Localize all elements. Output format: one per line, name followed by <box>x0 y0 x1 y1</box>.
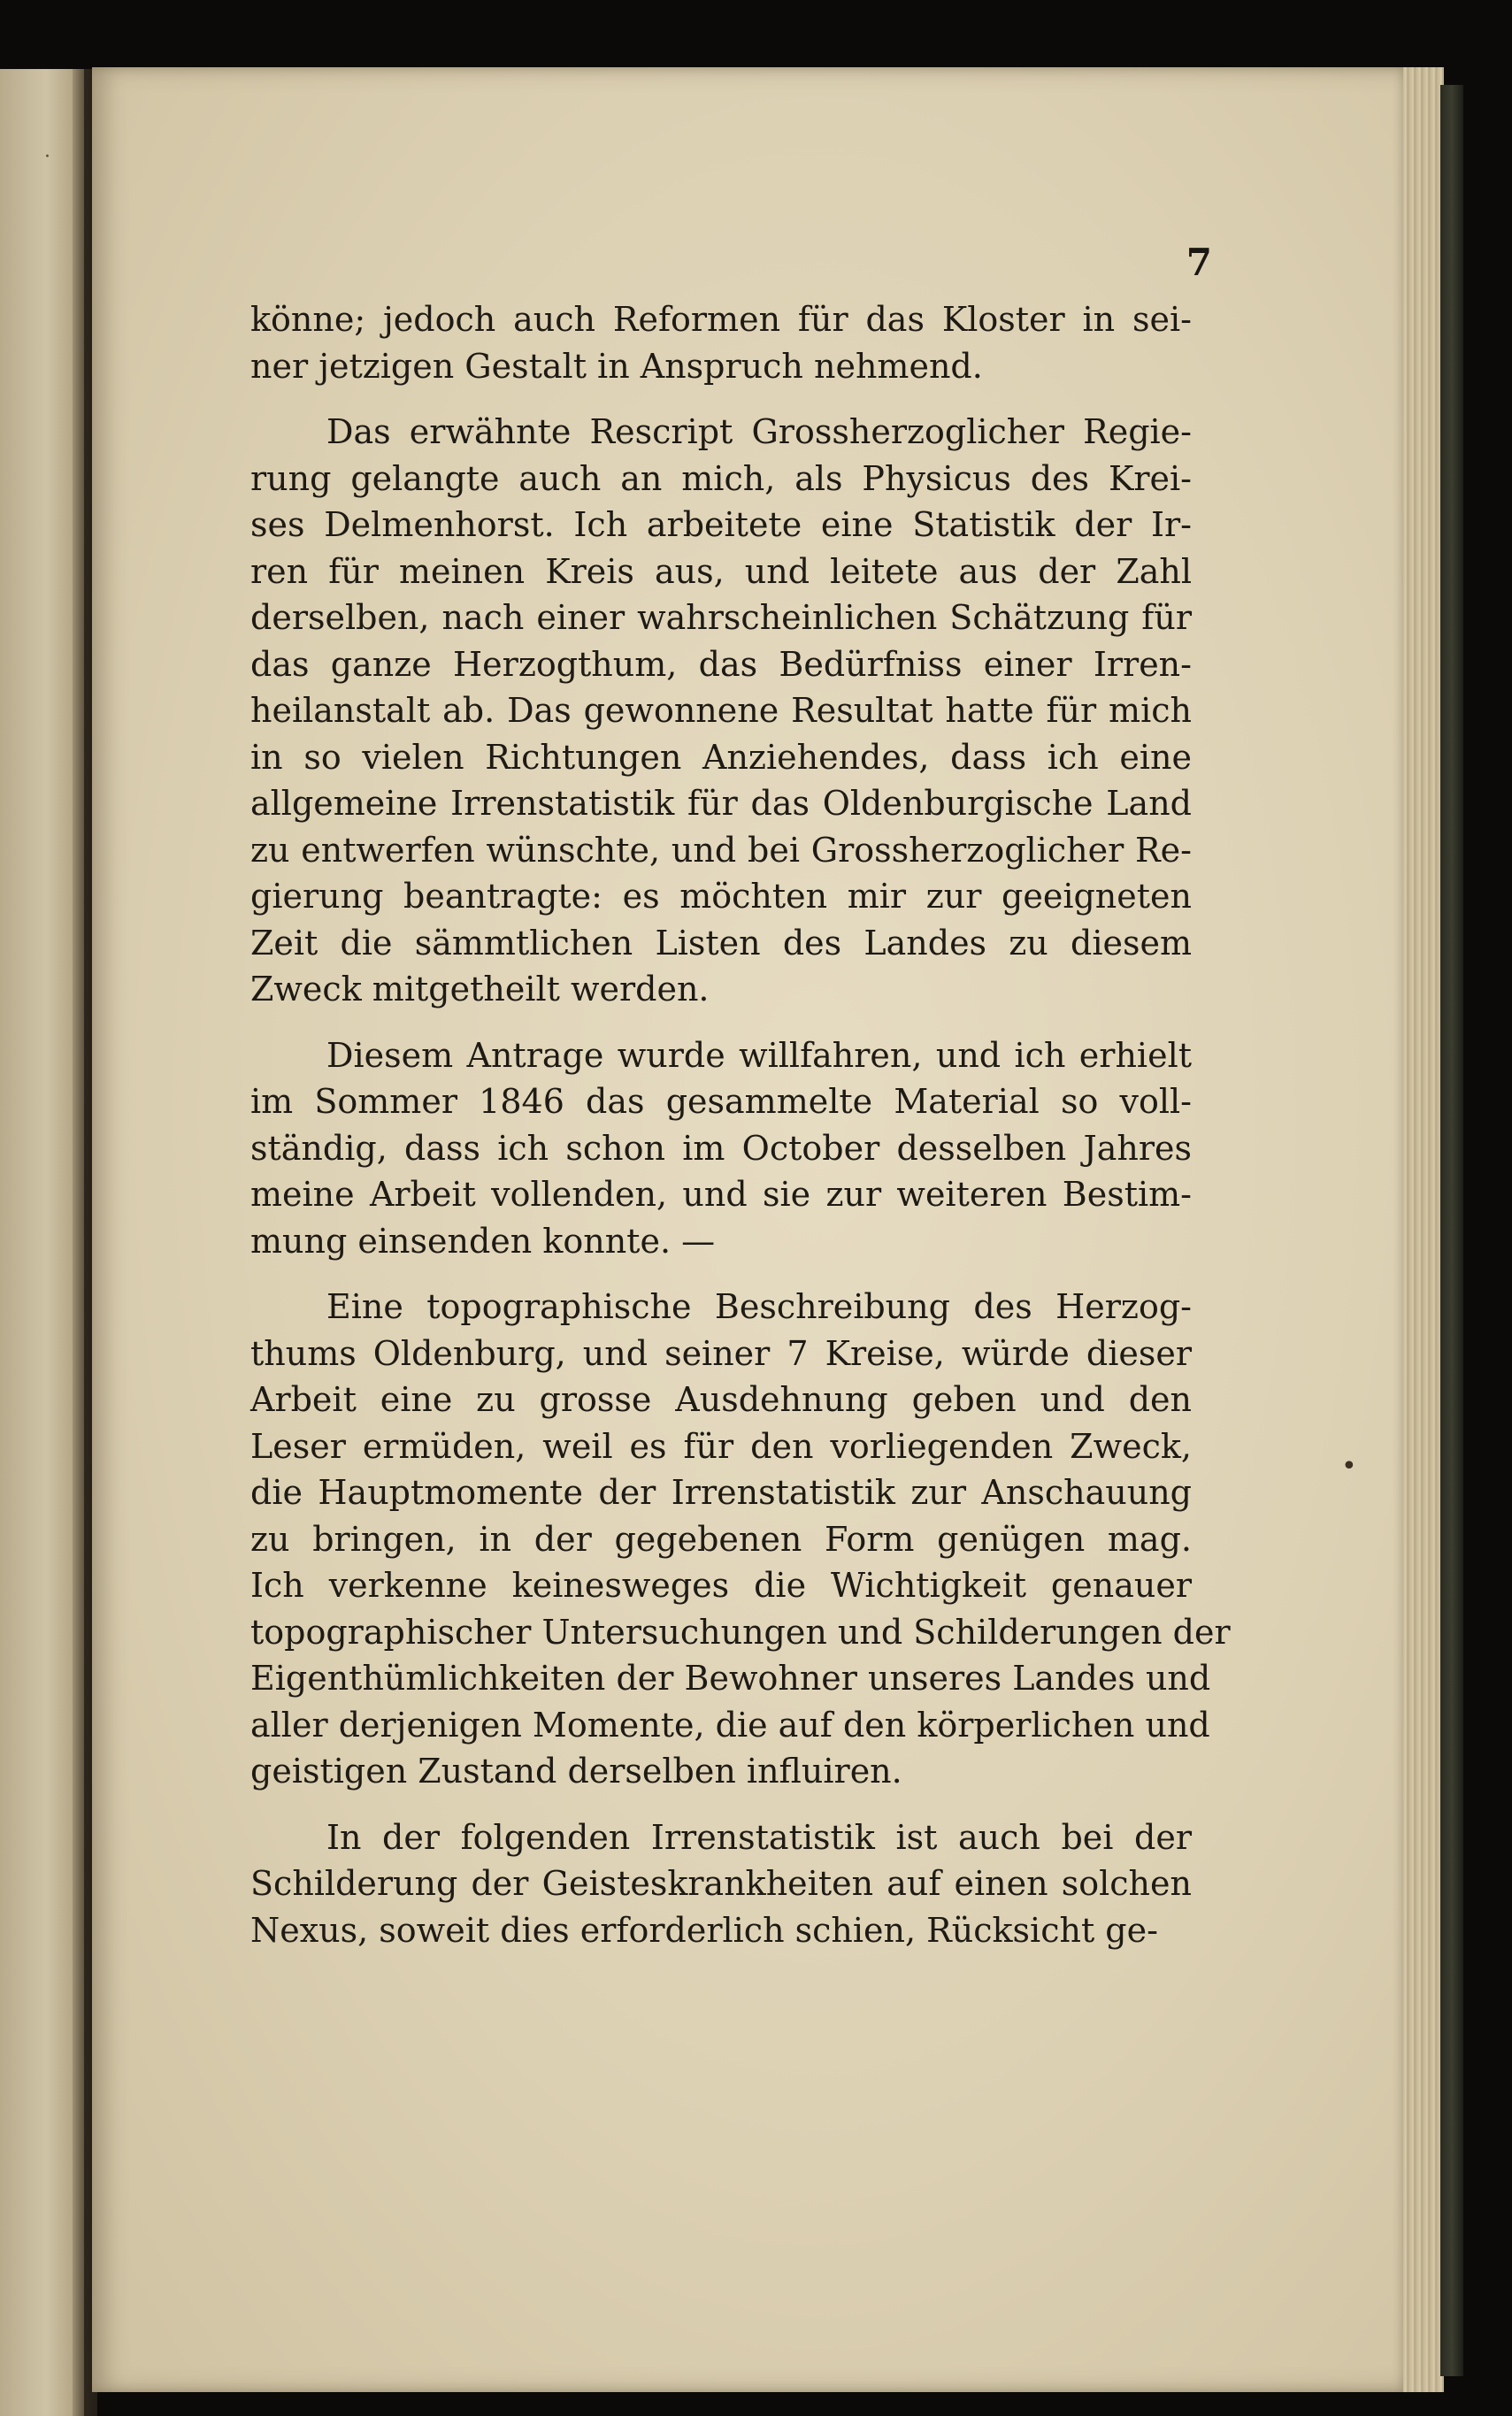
text-line: Eigenthümlichkeiten der Bewohner unseres Landes und <box>250 1659 1211 1698</box>
text-line: ständig, dass ich schon im October desselben Jahres <box>250 1128 1192 1168</box>
text-line: Diesem Antrage wurde willfahren, und ich erhielt <box>326 1035 1192 1075</box>
text-line: thums Oldenburg, und seiner 7 Kreise, würde dieser <box>250 1333 1192 1373</box>
text-line: Zweck mitgetheilt werden. <box>250 970 710 1009</box>
paragraph <box>250 1284 1231 1795</box>
text-line: allgemeine Irrenstatistik für das Oldenburgische Land <box>250 784 1192 823</box>
text-line: rung gelangte auch an mich, als Physicus des Krei- <box>250 458 1192 498</box>
text-line: ses Delmenhorst. Ich arbeitete eine Statistik der Ir- <box>250 505 1192 544</box>
text-line: im Sommer 1846 das gesammelte Material so voll- <box>250 1082 1192 1121</box>
text-line: könne; jedoch auch Reformen für das Kloster in sei- <box>250 300 1192 339</box>
text-line: meine Arbeit vollenden, und sie zur weiteren Bestim- <box>250 1175 1192 1214</box>
text-line: Eine topographische Beschreibung des Herzog- <box>326 1287 1192 1326</box>
paragraph <box>250 409 1192 1013</box>
text-line: Nexus, soweit dies erforderlich schien, Rücksicht ge- <box>250 1910 1158 1950</box>
text-line: in so vielen Richtungen Anziehendes, dass ich eine <box>250 737 1192 777</box>
paragraph <box>250 1032 1192 1265</box>
text-line: ner jetzigen Gestalt in Anspruch nehmend. <box>250 346 983 386</box>
margin-speck: · <box>44 146 50 168</box>
text-line: Schilderung der Geisteskrankheiten auf einen solchen <box>250 1864 1192 1903</box>
book-cover-edge <box>1440 85 1463 2376</box>
text-line: In der folgenden Irrenstatistik ist auch bei der <box>326 1817 1192 1857</box>
page-number: 7 <box>1186 241 1212 284</box>
text-line: aller derjenigen Momente, die auf den körperlichen und <box>250 1705 1210 1745</box>
previous-page-edge <box>0 69 84 2416</box>
text-line: heilanstalt ab. Das gewonnene Resultat hatte für mich <box>250 691 1192 730</box>
text-line: derselben, nach einer wahrscheinlichen Schätzung für <box>250 598 1192 637</box>
text-line: Leser ermüden, weil es für den vorliegenden Zweck, <box>250 1426 1192 1466</box>
text-line: das ganze Herzogthum, das Bedürfniss einer Irren- <box>250 644 1192 684</box>
paragraph <box>250 1814 1192 1954</box>
text-line: ren für meinen Kreis aus, und leitete aus der Zahl <box>250 551 1192 591</box>
text-line: Das erwähnte Rescript Grossherzoglicher Regie- <box>326 412 1192 451</box>
text-line: zu bringen, in der gegebenen Form genügen mag. <box>250 1519 1192 1559</box>
page-stack-edge <box>1403 67 1444 2392</box>
text-line: Ich verkenne keinesweges die Wichtigkeit genauer <box>250 1566 1192 1605</box>
text-line: geistigen Zustand derselben influiren. <box>250 1752 902 1791</box>
text-line: die Hauptmomente der Irrenstatistik zur Anschauung <box>250 1473 1192 1512</box>
body-text <box>250 296 1231 1953</box>
text-line: zu entwerfen wünschte, und bei Grossherzoglicher Re- <box>250 830 1192 870</box>
text-line: Zeit die sämmtlichen Listen des Landes zu diesem <box>250 923 1192 963</box>
paragraph <box>250 296 1192 389</box>
text-line: mung einsenden konnte. — <box>250 1221 716 1261</box>
page-speck: • <box>1341 1451 1357 1482</box>
text-line: gierung beantragte: es möchten mir zur geeigneten <box>250 877 1192 916</box>
text-line: Arbeit eine zu grosse Ausdehnung geben und den <box>250 1380 1192 1419</box>
text-line: topographischer Untersuchungen und Schilderungen der <box>250 1612 1231 1652</box>
